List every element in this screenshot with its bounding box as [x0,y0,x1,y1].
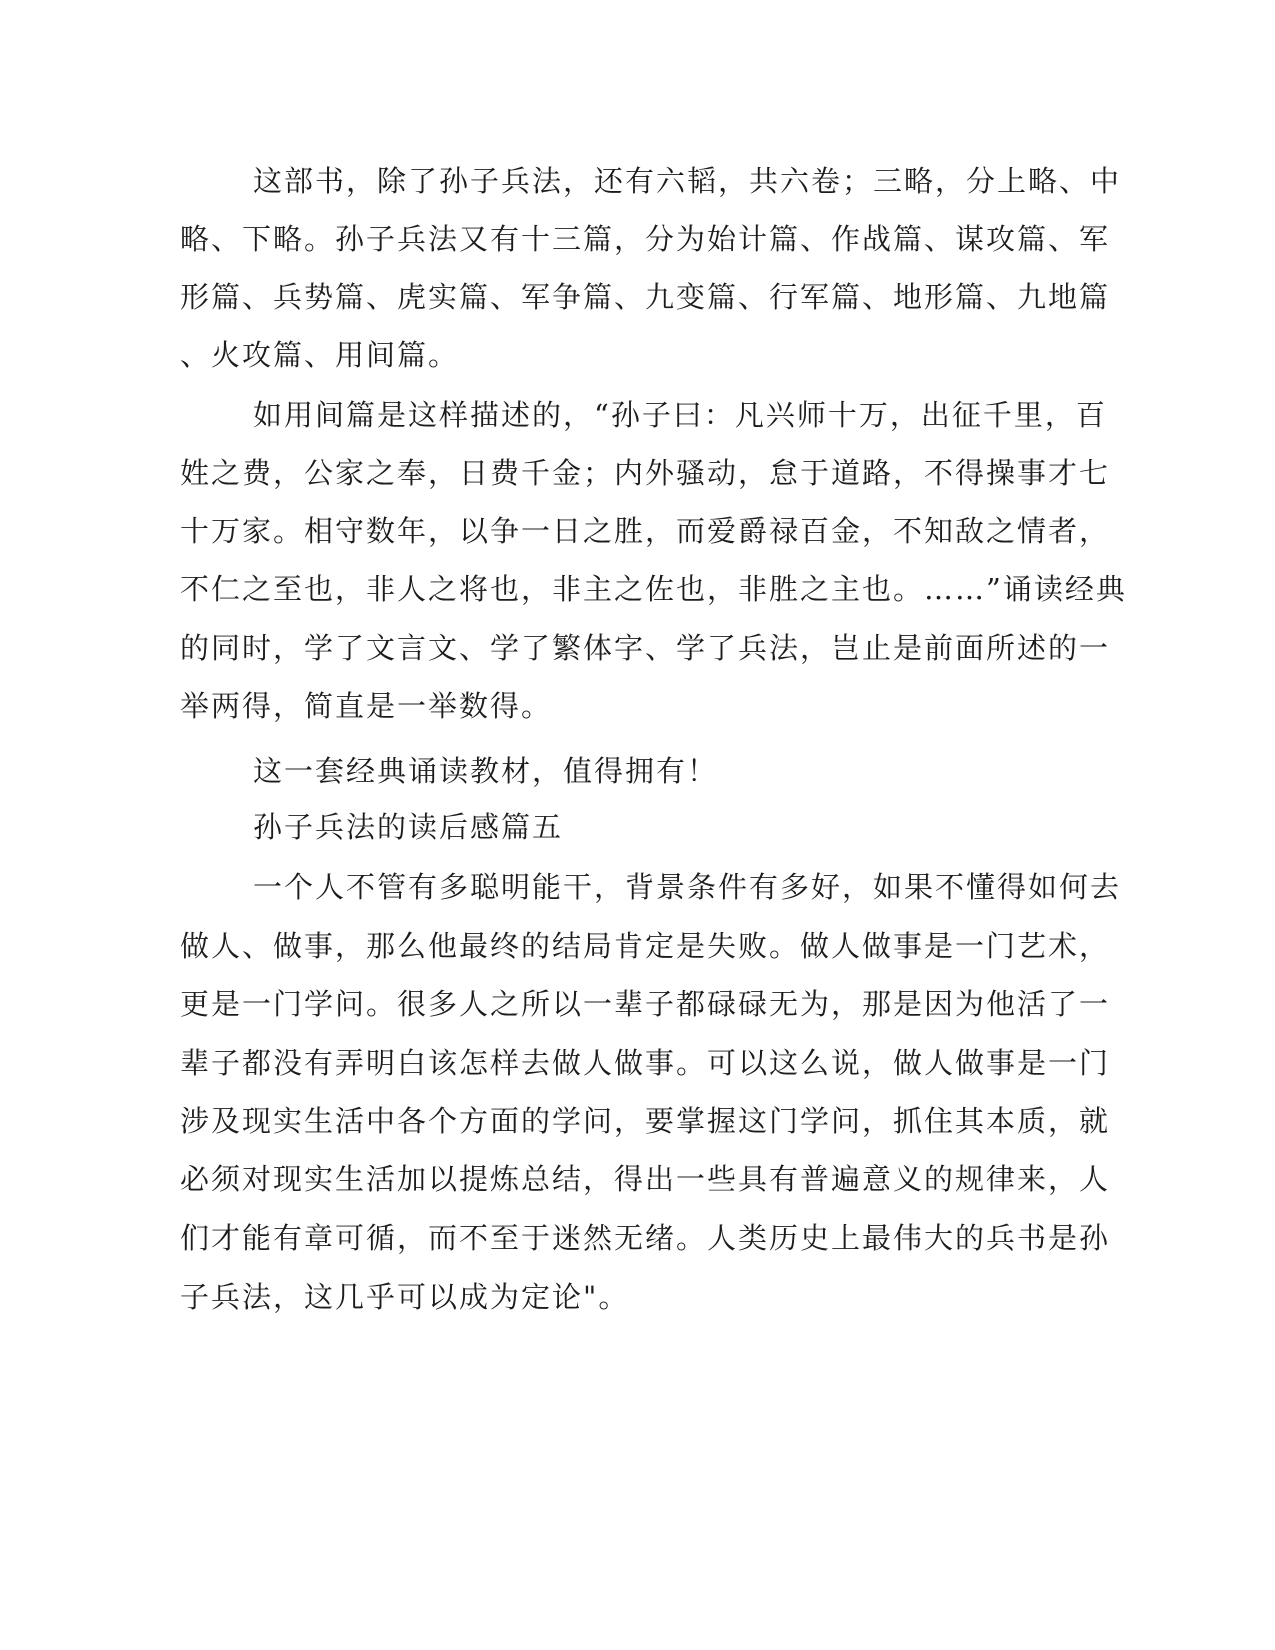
section-heading: 孙子兵法的读后感篇五 [253,810,564,844]
paragraph-5-line-7: 们才能有章可循，而不至于迷然无绪。人类历史上最伟大的兵书是孙 [180,1221,1111,1255]
paragraph-1-line-3: 形篇、兵势篇、虎实篇、军争篇、九变篇、行军篇、地形篇、九地篇 [180,280,1111,314]
paragraph-5-line-4: 辈子都没有弄明白该怎样去做人做事。可以这么说，做人做事是一门 [180,1046,1111,1080]
paragraph-2-line-3: 十万家。相守数年，以争一日之胜，而爱爵禄百金，不知敌之情者， [180,514,1111,548]
paragraph-2-line-4: 不仁之至也，非人之将也，非主之佐也，非胜之主也。……”诵读经典 [180,572,1127,606]
paragraph-5-line-8: 子兵法，这几乎可以成为定论"。 [180,1280,630,1314]
paragraph-5-line-5: 涉及现实生活中各个方面的学问，要掌握这门学问，抓住其本质，就 [180,1104,1111,1138]
paragraph-1-line-2: 略、下略。孙子兵法又有十三篇，分为始计篇、作战篇、谋攻篇、军 [180,222,1111,256]
paragraph-2-line-2: 姓之费，公家之奉，日费千金；内外骚动，怠于道路，不得操事才七 [180,456,1111,490]
paragraph-2-line-6: 举两得，简直是一举数得。 [180,689,553,723]
paragraph-1-line-1: 这部书，除了孙子兵法，还有六韬，共六卷；三略，分上略、中 [253,164,1122,198]
paragraph-5-line-3: 更是一门学问。很多人之所以一辈子都碌碌无为，那是因为他活了一 [180,987,1111,1021]
paragraph-5-line-1: 一个人不管有多聪明能干，背景条件有多好，如果不懂得如何去 [253,870,1122,904]
paragraph-2-line-1: 如用间篇是这样描述的，“孙子曰：凡兴师十万，出征千里，百 [253,398,1107,432]
paragraph-2-line-5: 的同时，学了文言文、学了繁体字、学了兵法，岂止是前面所述的一 [180,631,1111,665]
paragraph-3-line-1: 这一套经典诵读教材，值得拥有！ [253,754,719,788]
paragraph-5-line-2: 做人、做事，那么他最终的结局肯定是失败。做人做事是一门艺术， [180,929,1111,963]
paragraph-5-line-6: 必须对现实生活加以提炼总结，得出一些具有普遍意义的规律来，人 [180,1162,1111,1196]
paragraph-1-line-4: 、火攻篇、用间篇。 [180,338,460,372]
